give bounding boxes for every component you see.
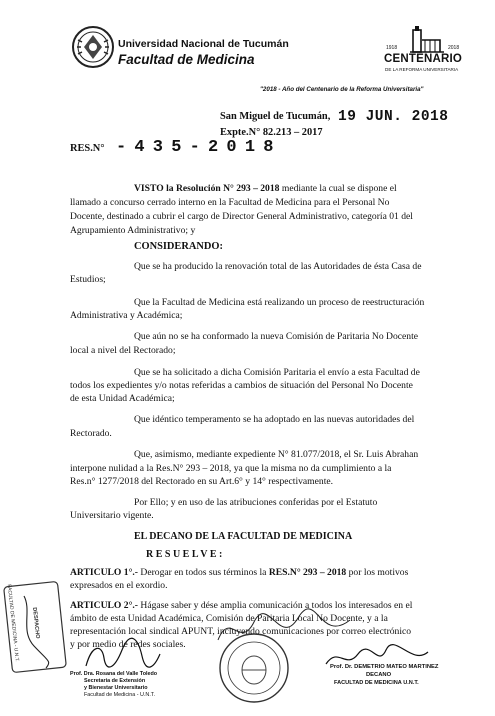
centenario-subtitle: DE LA REFORMA UNIVERSITARIA — [385, 67, 459, 72]
considerando-6-line-3: Res.n° 1277/2018 del Rectorado en su Art.6° y 14° respectivamente. — [70, 476, 334, 487]
motto-line: "2018 - Año del Centenario de la Reforma Universitaria" — [260, 86, 424, 93]
building-icon — [382, 26, 464, 56]
side-stamp-text-2: DESPACHO — [31, 607, 41, 639]
article-1-label: ARTICULO 1°.- — [70, 567, 138, 578]
considerando-1-line-1: Que se ha producido la renovación total de las Autoridades de ésta Casa de — [134, 261, 422, 272]
left-signatory-title-2: y Bienestar Universitario — [84, 685, 148, 691]
resolution-label: RES.N° — [70, 143, 105, 154]
centenario-year-left: 1918 — [386, 45, 398, 51]
left-signature-scribble — [82, 636, 162, 676]
visto-line-1 — [134, 182, 426, 196]
considerando-4-line-1: Que se ha solicitado a dicha Comisión Paritaria el envío a esta Facultad de — [134, 367, 420, 378]
date-stamp: 19 JUN. 2018 — [338, 109, 449, 125]
left-signatory-title-3: Facultad de Medicina - U.N.T. — [84, 692, 156, 698]
centenario-logo — [382, 26, 464, 76]
considerando-6-line-1: Que, asimismo, mediante expediente N° 81.077/2018, el Sr. Luis Abrahan — [134, 449, 419, 460]
right-signature-scribble — [322, 640, 432, 676]
centenario-year-right: 2018 — [448, 45, 460, 51]
considerando-1-line-2: Estudios; — [70, 274, 106, 285]
right-signatory-title-1: DECANO — [366, 672, 392, 678]
article-2-text-1: Hágase saber y dése amplia comunicación a todos los interesados en el — [138, 600, 413, 611]
resuelve-heading: R E S U E L V E : — [146, 549, 223, 560]
considerando-2-line-1: Que la Facultad de Medicina está realizando un proceso de reestructuración — [134, 297, 425, 308]
article-1-ref: RES.N° 293 – 2018 — [268, 567, 347, 578]
considerando-3-line-2: local a nivel del Rectorado; — [70, 345, 176, 356]
visto-line-2: llamado a concurso cerrado interno en la Facultad de Medicina para el Personal No — [70, 197, 390, 208]
article-1-text-a: Derogar en todos sus términos la — [138, 567, 269, 578]
considerando-3-line-1: Que aún no se ha conformado la nueva Comisión de Paritaria No Docente — [134, 331, 418, 342]
considerando-7-line-1: Por Ello; y en uso de las atribuciones conferidas por el Estatuto — [134, 497, 378, 508]
considerando-6-line-2: interpone nulidad a la Res.N° 293 – 2018, ya que la misma no da cumplimiento a la — [70, 463, 392, 474]
despacho-side-stamp — [2, 576, 72, 676]
centenario-word: CENTENARIO — [384, 53, 463, 65]
decano-heading: EL DECANO DE LA FACULTAD DE MEDICINA — [134, 531, 353, 542]
article-2-line-2: ámbito de esta Unidad Académica, Comisión de Paritaria Local No Docente, y a la — [70, 613, 388, 624]
side-stamp-text-1: FACULTAD DE MEDICINA - U.N.T. — [5, 584, 20, 662]
considerando-2-line-2: Administrativa y Académica; — [70, 310, 183, 321]
left-signatory-title-1: Secretaria de Extensión — [84, 678, 146, 684]
considerando-4-line-3: de esta Unidad Académica; — [70, 393, 175, 404]
resolution-number: - 4 3 5 - 2 0 1 8 — [116, 138, 273, 157]
considerando-5-line-1: Que idéntico temperamento se ha adoptado en las nuevas autoridades del — [134, 414, 415, 425]
faculty-name: Facultad de Medicina — [118, 52, 255, 67]
article-2-line-4: y por medio de redes sociales. — [70, 639, 186, 650]
visto-rest: mediante la cual se dispone el — [279, 183, 397, 194]
article-1-line-2: expresados en el exordio. — [70, 580, 168, 591]
place-date-label: San Miguel de Tucumán, — [220, 111, 331, 122]
considerando-7-line-2: Universitario vigente. — [70, 510, 154, 521]
expediente-number: Expte.N° 82.213 – 2017 — [220, 127, 323, 138]
considerando-heading: CONSIDERANDO: — [134, 241, 223, 252]
article-2-line-3: representación local sindical APUNT, incluyendo comunicaciones por correo electrónico — [70, 626, 412, 637]
visto-lead: VISTO la Resolución N° 293 – 2018 — [134, 183, 280, 194]
university-name: Universidad Nacional de Tucumán — [118, 38, 289, 50]
article-2-label: ARTICULO 2°.- — [70, 600, 138, 611]
article-1-text-c: por los motivos — [346, 567, 409, 578]
right-signatory-name: Prof. Dr. DEMETRIO MATEO MARTINEZ — [330, 664, 439, 670]
visto-line-3: Docente, destinado a cubrir el cargo de Director General Administrativo, categoría 01 del — [70, 211, 413, 222]
visto-line-4: Agrupamiento Administrativo; y — [70, 225, 196, 236]
left-signatory-name: Prof. Dra. Rosana del Valle Toledo — [70, 671, 158, 677]
considerando-5-line-2: Rectorado. — [70, 428, 112, 439]
faculty-seal-logo — [72, 26, 114, 68]
article-1-line-1 — [70, 566, 426, 580]
official-round-seal — [218, 632, 290, 704]
right-signatory-title-2: FACULTAD DE MEDICINA U.N.T. — [334, 680, 419, 686]
considerando-4-line-2: todos los expedientes y/o notas referidas a cambios de situación del Personal No Docente — [70, 380, 413, 391]
